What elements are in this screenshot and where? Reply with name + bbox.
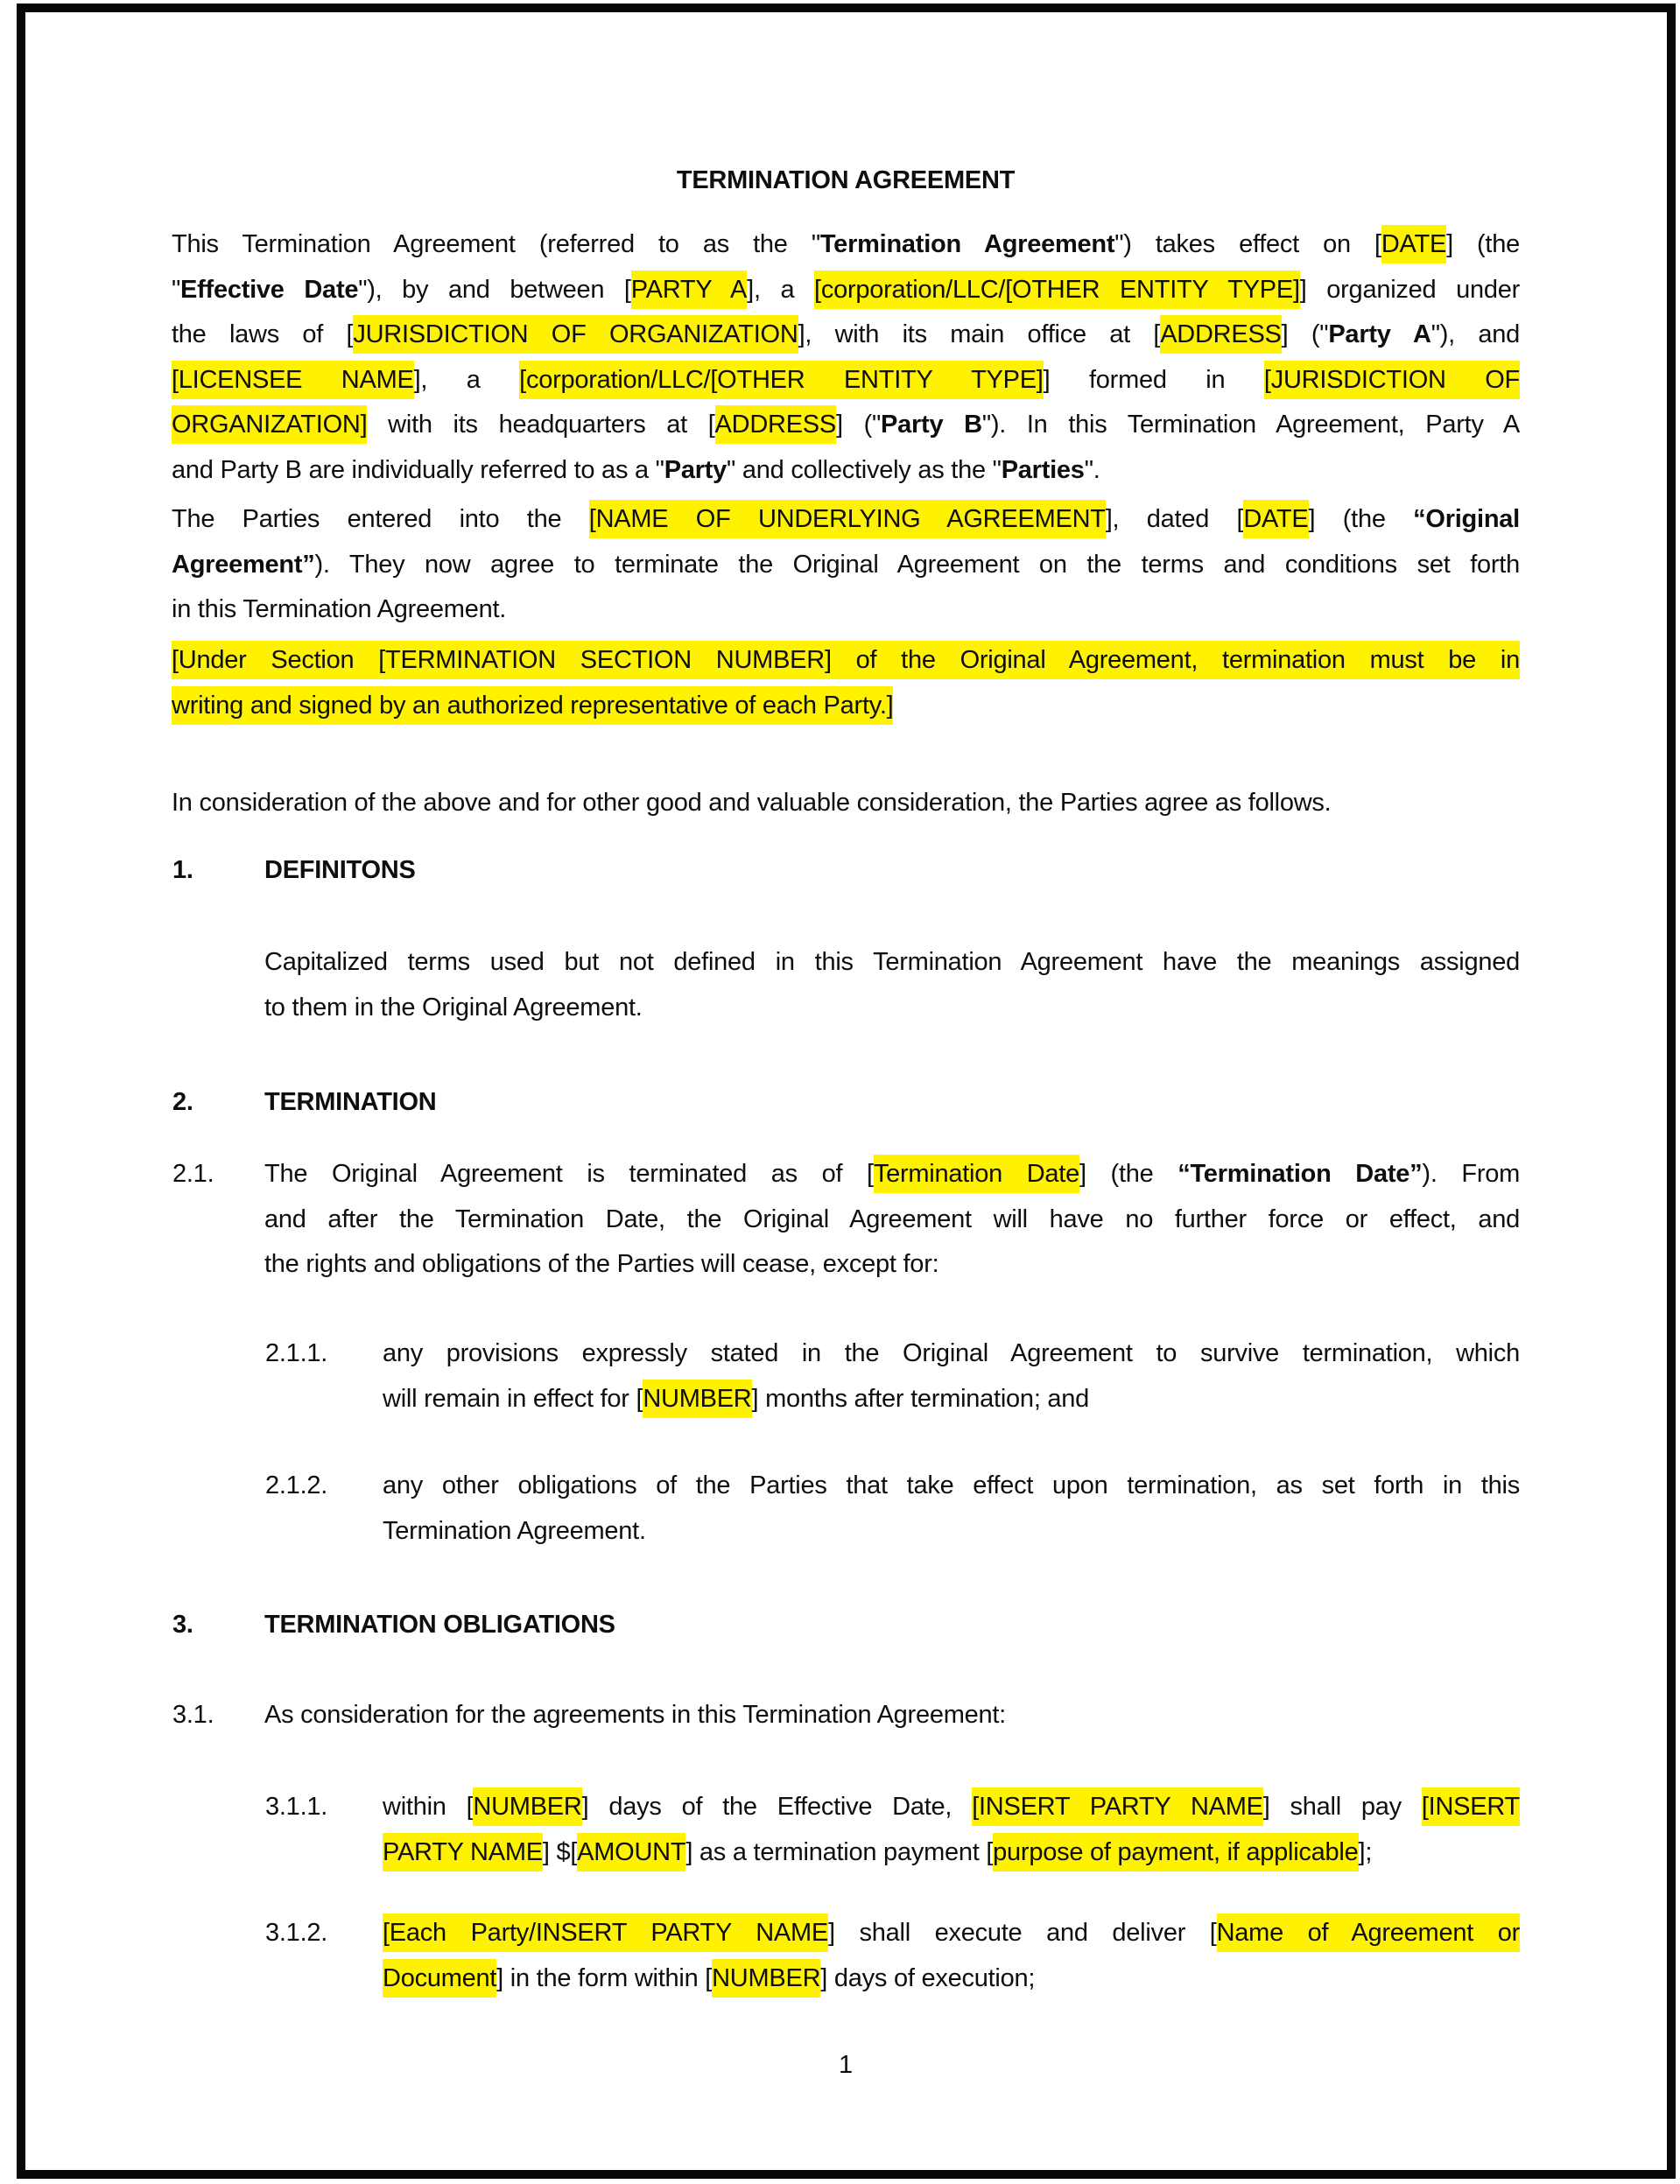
bold-text: “Termination Date” — [1177, 1160, 1423, 1188]
text-span: ] shall execute and deliver [ — [828, 1919, 1217, 1947]
text-span: The Original Agreement is terminated as of [ — [264, 1160, 874, 1188]
text-span: with its headquarters at [ — [367, 411, 715, 439]
text-span: and after the Termination Date, the Original Agreement will have no further force or effect, and — [264, 1204, 1520, 1233]
highlighted-placeholder: purpose of payment, if applicable — [993, 1833, 1358, 1871]
text-line — [172, 268, 1520, 313]
highlighted-placeholder: PARTY NAME — [383, 1833, 543, 1871]
text-line — [172, 448, 1520, 494]
highlighted-placeholder: [corporation/LLC/[OTHER ENTITY TYPE] — [519, 361, 1043, 399]
text-span: ], dated [ — [1105, 505, 1244, 533]
bold-text: Parties — [1001, 455, 1085, 484]
text-line — [172, 587, 1520, 633]
highlighted-placeholder: writing and signed by an authorized representative of each Party.] — [172, 686, 893, 725]
text-line — [383, 1331, 1520, 1377]
section-number: 2.1. — [172, 1160, 214, 1188]
text-line — [383, 1377, 1520, 1422]
text-line — [383, 1830, 1520, 1876]
section-number: 2.1.2. — [265, 1471, 328, 1499]
text-span: ] (" — [836, 411, 882, 439]
highlighted-placeholder: ADDRESS — [715, 405, 836, 444]
text-line — [383, 1956, 1520, 2002]
heading-text: TERMINATION OBLIGATIONS — [264, 1611, 615, 1639]
highlighted-placeholder: [INSERT — [1422, 1787, 1520, 1826]
text-span: to them in the Original Agreement. — [264, 993, 643, 1022]
clause-text — [172, 781, 1520, 826]
highlighted-placeholder: ADDRESS — [1160, 315, 1281, 354]
highlighted-placeholder: [Each Party/INSERT PARTY NAME — [383, 1914, 828, 1952]
text-span: ], a — [747, 275, 815, 304]
highlighted-placeholder: [corporation/LLC/[OTHER ENTITY TYPE] — [814, 270, 1300, 309]
text-span: ], a — [413, 365, 520, 394]
text-span: ") takes effect on [ — [1114, 230, 1381, 258]
text-span: ] days of the Effective Date, — [581, 1793, 973, 1821]
text-line — [383, 1509, 1520, 1555]
text-line — [383, 1785, 1520, 1830]
text-span: in this Termination Agreement. — [172, 595, 507, 623]
text-line — [172, 781, 1520, 826]
bold-text: Party B — [881, 411, 982, 439]
text-span: " — [172, 275, 181, 304]
text-line — [172, 497, 1520, 543]
text-span: In consideration of the above and for other good and valuable consideration, the Parties agree as follows. — [172, 789, 1332, 817]
text-span: "), by and between [ — [358, 275, 631, 304]
section-number: 2.1.1. — [265, 1339, 328, 1367]
text-line — [172, 543, 1520, 588]
text-span: This Termination Agreement (referred to as the " — [172, 230, 820, 258]
text-span: any other obligations of the Parties that take effect upon termination, as set forth in this — [383, 1471, 1520, 1499]
section-number: 1. — [172, 856, 193, 884]
text-span: Capitalized terms used but not defined in this Termination Agreement have the meanings assigned — [264, 948, 1520, 976]
section-number: 3. — [172, 1611, 193, 1639]
text-line — [172, 222, 1520, 268]
text-span: ). From — [1422, 1160, 1521, 1188]
text-line — [172, 638, 1520, 684]
text-span: will remain in effect for [ — [383, 1384, 643, 1413]
clause-text — [383, 1331, 1520, 1422]
text-span: " and collectively as the " — [727, 455, 1002, 484]
text-line — [172, 358, 1520, 404]
bold-text: Agreement” — [172, 550, 315, 579]
text-span: ] formed in — [1043, 365, 1264, 394]
section-number: 3.1.1. — [265, 1793, 328, 1821]
section-number: 2. — [172, 1088, 193, 1116]
text-span: Termination Agreement. — [383, 1516, 646, 1545]
text-line — [172, 684, 1520, 729]
highlighted-placeholder: [INSERT PARTY NAME — [972, 1787, 1263, 1826]
highlighted-placeholder: ORGANIZATION] — [172, 405, 367, 444]
heading-text: DEFINITONS — [264, 856, 416, 884]
page-number-text: 1 — [839, 2051, 853, 2079]
clause-text — [383, 1464, 1520, 1554]
highlighted-placeholder: DATE — [1381, 225, 1446, 263]
text-line — [264, 1197, 1520, 1243]
highlighted-placeholder: Document — [383, 1959, 496, 1998]
text-line — [264, 1152, 1520, 1197]
highlighted-placeholder: NUMBER — [473, 1787, 581, 1826]
text-line — [172, 313, 1520, 358]
bold-text: Termination Agreement — [819, 230, 1115, 258]
text-span: ] $[ — [542, 1837, 578, 1866]
highlighted-placeholder: [JURISDICTION OF — [1264, 361, 1520, 399]
text-span: ], with its main office at [ — [798, 320, 1161, 348]
clause-text — [264, 940, 1520, 1030]
text-span: ]; — [1358, 1837, 1373, 1866]
text-line — [383, 1911, 1520, 1956]
text-span: ] months after termination; and — [751, 1384, 1090, 1413]
text-line — [383, 1464, 1520, 1509]
text-span: ] shall pay — [1262, 1793, 1422, 1821]
text-line — [264, 1693, 1520, 1738]
highlighted-placeholder: [NAME OF UNDERLYING AGREEMENT — [589, 500, 1106, 538]
section-number: 3.1.2. — [265, 1919, 328, 1947]
highlighted-placeholder: [LICENSEE NAME — [172, 361, 414, 399]
clause-text — [172, 638, 1520, 728]
text-span: "), and — [1430, 320, 1521, 348]
bold-text: Party A — [1328, 320, 1431, 348]
title-text: TERMINATION AGREEMENT — [676, 166, 1016, 194]
highlighted-placeholder: AMOUNT — [577, 1833, 685, 1871]
highlighted-placeholder: Termination Date — [874, 1155, 1079, 1193]
text-line — [264, 1242, 1520, 1288]
text-span: The Parties entered into the — [172, 505, 589, 533]
text-span: the rights and obligations of the Parties will cease, except for: — [264, 1250, 939, 1278]
clause-text — [172, 497, 1520, 633]
heading-text: TERMINATION — [264, 1088, 437, 1116]
text-span: within [ — [383, 1793, 474, 1821]
text-line — [172, 403, 1520, 448]
bold-text: “Original — [1413, 505, 1520, 533]
text-span: ] in the form within [ — [496, 1963, 713, 1992]
text-span: and Party B are individually referred to as a " — [172, 455, 664, 484]
text-span: the laws of [ — [172, 320, 354, 348]
clause-text — [264, 1693, 1520, 1738]
highlighted-placeholder: NUMBER — [643, 1380, 751, 1418]
text-span: ". — [1084, 455, 1100, 484]
text-span: As consideration for the agreements in this Termination Agreement: — [264, 1701, 1006, 1729]
text-span: ] (the — [1446, 230, 1520, 258]
bold-text: Party — [664, 455, 728, 484]
text-span: any provisions expressly stated in the Original Agreement to survive termination, which — [383, 1339, 1520, 1367]
clause-text — [383, 1785, 1520, 1875]
clause-text — [264, 1152, 1520, 1288]
text-span: ] organized under — [1299, 275, 1521, 304]
bold-text: Effective Date — [180, 275, 359, 304]
highlighted-placeholder: [Under Section [TERMINATION SECTION NUMBER] of the Original Agreement, termination must be in — [172, 641, 1520, 679]
highlighted-placeholder: Name of Agreement or — [1217, 1914, 1520, 1952]
clause-text — [172, 222, 1520, 493]
highlighted-placeholder: DATE — [1243, 500, 1308, 538]
highlighted-placeholder: PARTY A — [631, 270, 747, 309]
section-number: 3.1. — [172, 1701, 214, 1729]
highlighted-placeholder: NUMBER — [712, 1959, 820, 1998]
text-span: ] (" — [1281, 320, 1329, 348]
text-span: ). They now agree to terminate the Original Agreement on the terms and conditions set forth — [314, 550, 1520, 579]
text-span: ] (the — [1079, 1160, 1178, 1188]
text-line — [264, 986, 1520, 1031]
highlighted-placeholder: JURISDICTION OF ORGANIZATION — [353, 315, 798, 354]
text-span: ] (the — [1308, 505, 1414, 533]
text-span: ] as a termination payment [ — [685, 1837, 994, 1866]
text-span: "). In this Termination Agreement, Party A — [981, 411, 1520, 439]
text-line — [264, 940, 1520, 986]
clause-text — [383, 1911, 1520, 2001]
text-span: ] days of execution; — [820, 1963, 1036, 1992]
